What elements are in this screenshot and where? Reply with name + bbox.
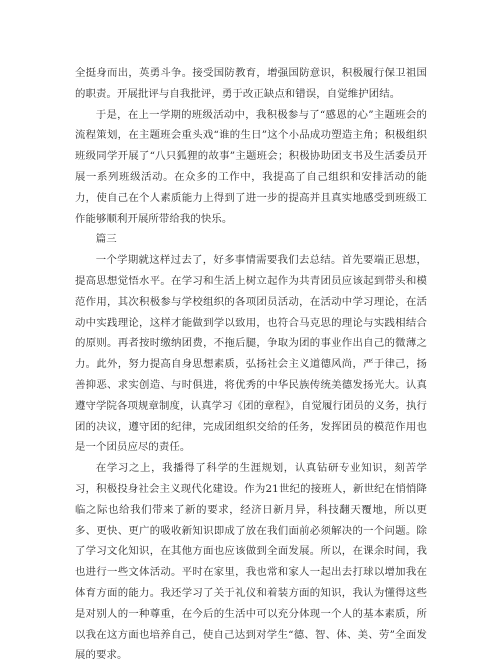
paragraph-continuation: 全挺身而出，英勇斗争。接受国防教育，增强国防意识，积极履行保卫祖国的职责。开展批评与自我批评，勇于改正缺点和错误，自觉维护团结。 <box>75 67 427 100</box>
paragraph-study: 在学习之上，我播得了科学的生涯规划，认真钻研专业知识，刻苦学习，积极投身社会主义现代化建设。作为21世纪的接班人，新世纪在悄悄降临之际也给我们带来了新的要求，经济日新月异，科技翻天覆地，所以更多、更快、更广的吸收新知识即成了放在我们面前必须解决的一个问题。除了学习文化知识，在其他方面也应该做到全面发展。所以，在课余时间，我也进行一些文体活动。平时在家里，我也常和家人一起出去打球以增加我在体育方面的能力。我还学习了关于礼仪和着装方面的知识，我认为懂得这些是对别人的一种尊重，在今后的生活中可以充分体现一个人的基本素质，所以我在这方面也培养自己，使自己达到对学生“德、智、体、美、劳”全面发展的要求。 <box>75 462 427 662</box>
paragraph-class-activities: 于是，在上一学期的班级活动中，我积极参与了“感恩的心”主题班会的流程策划，在主题班会重头戏“谁的生日”这个小品成功塑造主角；积极组织班级同学开展了“八只狐狸的故事”主题班会；积极协助团支书及生活委员开展一系列班级活动。在众多的工作中，我提高了自己组织和安排活动的能力，使自己在个人素质能力上得到了进一步的提高并且真实地感受到班级工作能够顺利开展所带给我的快乐。 <box>75 108 427 225</box>
document-body <box>75 63 427 666</box>
paragraph-semester-summary: 一个学期就这样过去了，好多事情需要我们去总结。首先要端正思想，提高思想觉悟水平。在学习和生活上树立起作为共青团员应该起到带头和模范作用，其次积极参与学校组织的各项团员活动，在活动中学习理论，在活动中实践理论，这样才能做到学以致用，也符合马克思的理论与实践相结合的原则。再者按时缴纳团费，不拖后腿，争取为团的事业作出自己的微薄之力。此外，努力提高自身思想素质，弘扬社会主义道德风尚，严于律己，扬善抑恶、求实创造、与时俱进，将优秀的中华民族传统美德发扬光大。认真遵守学院各项规章制度，认真学习《团的章程》，自觉履行团员的义务，执行团的决议，遵守团的纪律，完成团组织交给的任务，发挥团员的模范作用也是一个团员应尽的责任。 <box>75 254 427 454</box>
section-heading: 篇三 <box>95 233 117 246</box>
